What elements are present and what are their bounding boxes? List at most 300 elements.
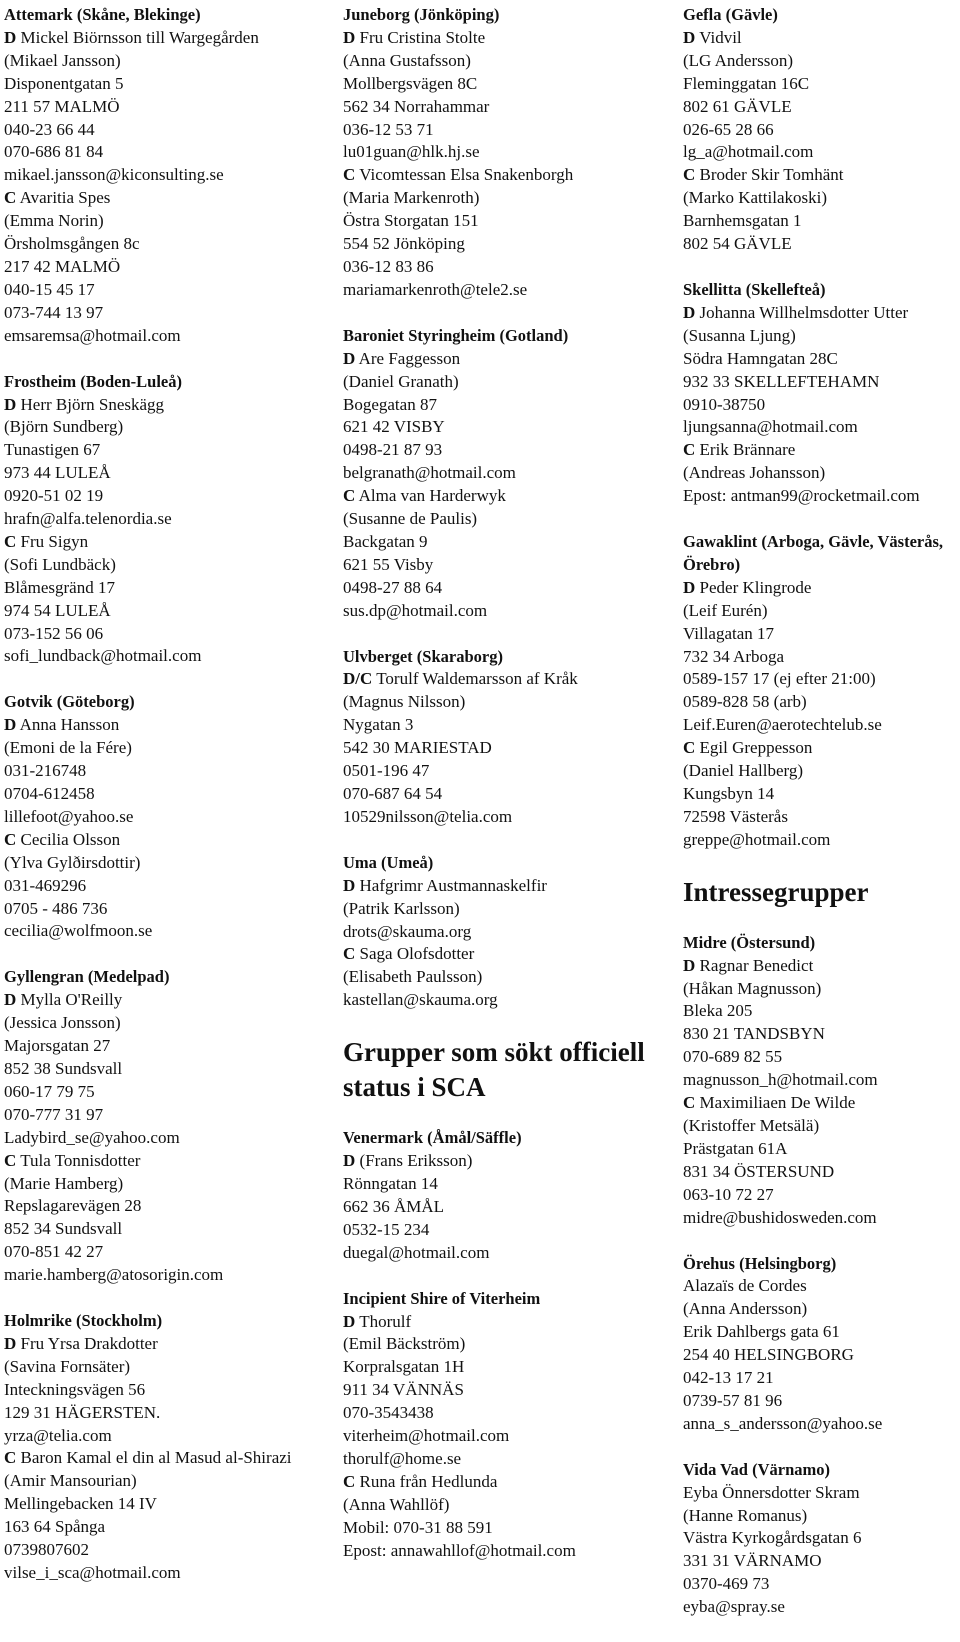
contact-line [343, 600, 663, 623]
contact-line [4, 554, 330, 577]
group-name: Gotvik (Göteborg) [4, 692, 135, 712]
role-label: C [343, 1471, 356, 1491]
role-label: C [683, 165, 696, 185]
group-name: Vida Vad (Värnamo) [683, 1459, 830, 1479]
line-text: anna_s_andersson@yahoo.se [683, 1413, 883, 1433]
contact-line [4, 1058, 330, 1081]
line-text: 031-216748 [4, 761, 87, 781]
contact-line [343, 783, 663, 806]
contact-line [683, 1161, 960, 1184]
contact-line [683, 668, 960, 691]
line-text: Epost: annawahllof@hotmail.com [343, 1540, 576, 1560]
contact-line [683, 1069, 960, 1092]
officer-line [4, 27, 330, 50]
line-text: (Håkan Magnusson) [683, 978, 822, 998]
group-name: Gefla (Gävle) [683, 5, 778, 24]
contact-line [683, 978, 960, 1001]
contact-line [343, 416, 663, 439]
group-name: Baroniet Styringheim (Gotland) [343, 325, 569, 345]
contact-line [343, 1379, 663, 1402]
line-text: (Savina Fornsäter) [4, 1356, 131, 1376]
line-text: Ragnar Benedict [699, 955, 814, 975]
contact-line [4, 1402, 330, 1425]
contact-line [683, 1298, 960, 1321]
officer-line [343, 485, 663, 508]
contact-line [343, 1540, 663, 1563]
contact-line [343, 1448, 663, 1471]
line-text: duegal@hotmail.com [343, 1242, 490, 1262]
line-text: (Anna Wahllöf) [343, 1494, 450, 1514]
contact-line [4, 164, 330, 187]
line-text: (Patrik Karlsson) [343, 898, 460, 918]
line-text: lillefoot@yahoo.se [4, 806, 134, 826]
line-text: Tunastigen 67 [4, 440, 101, 460]
contact-line [683, 783, 960, 806]
group-name: Gawaklint (Arboga, Gävle, Västerås, Örebro) [683, 532, 944, 574]
officer-line [343, 1471, 663, 1494]
line-text: thorulf@home.se [343, 1448, 462, 1468]
column-2 [343, 4, 663, 1585]
contact-line [343, 577, 663, 600]
officer-line [4, 531, 330, 554]
role-label: D [4, 27, 17, 47]
line-text: (Anna Gustafsson) [343, 50, 471, 70]
contact-line [683, 210, 960, 233]
group-entry-gyllengran-medelpad [4, 966, 330, 1287]
role-label: C [4, 531, 17, 551]
line-text: 040-15 45 17 [4, 279, 95, 299]
role-label: C [4, 188, 17, 208]
line-text: 0589-157 17 (ej efter 21:00) [683, 669, 876, 689]
line-text: 662 36 ÅMÅL [343, 1196, 445, 1216]
line-text: 031-469296 [4, 875, 87, 895]
contact-line [4, 1516, 330, 1539]
line-text: 554 52 Jönköping [343, 234, 465, 254]
line-text: Erik Dahlbergs gata 61 [683, 1322, 840, 1342]
contact-line [343, 898, 663, 921]
contact-line [683, 371, 960, 394]
contact-line [4, 1539, 330, 1562]
line-text: 026-65 28 66 [683, 119, 774, 139]
officer-line [683, 737, 960, 760]
contact-line [343, 96, 663, 119]
contact-line [4, 233, 330, 256]
officer-line [343, 27, 663, 50]
contact-line [4, 1356, 330, 1379]
group-name: Holmrike (Stockholm) [4, 1311, 163, 1331]
line-text: 070-686 81 84 [4, 142, 104, 162]
line-text: 932 33 SKELLEFTEHAMN [683, 371, 880, 391]
officer-line [343, 1311, 663, 1334]
officer-line [4, 989, 330, 1012]
contact-line [4, 1470, 330, 1493]
line-text: Villagatan 17 [683, 623, 775, 643]
line-text: (Ylva Gylðirsdottir) [4, 852, 141, 872]
line-text: 0739-57 81 96 [683, 1390, 783, 1410]
line-text: lu01guan@hlk.hj.se [343, 142, 480, 162]
role-label: C [4, 829, 17, 849]
contact-line [343, 1402, 663, 1425]
contact-line [683, 1505, 960, 1528]
group-entry-gotvik-goteborg [4, 691, 330, 943]
line-text: (Elisabeth Paulsson) [343, 967, 483, 987]
contact-line [343, 737, 663, 760]
group-entry-skellitta-skelleftea [683, 279, 960, 508]
line-text: 070-689 82 55 [683, 1047, 783, 1067]
contact-line [683, 73, 960, 96]
contact-line [683, 623, 960, 646]
contact-line [683, 50, 960, 73]
contact-line [4, 920, 330, 943]
contact-line [343, 119, 663, 142]
officer-line [4, 187, 330, 210]
contact-line [4, 485, 330, 508]
line-text: Peder Klingrode [699, 577, 812, 597]
contact-line [4, 279, 330, 302]
line-text: 802 61 GÄVLE [683, 96, 792, 116]
line-text: yrza@telia.com [4, 1425, 112, 1445]
group-entry-holmrike-stockholm [4, 1310, 330, 1585]
contact-line [4, 1379, 330, 1402]
line-text: 070-687 64 54 [343, 784, 443, 803]
contact-line [683, 1344, 960, 1367]
contact-line [343, 1425, 663, 1448]
role-label: C [4, 1150, 17, 1170]
contact-line [683, 325, 960, 348]
officer-line [683, 439, 960, 462]
contact-line [683, 1207, 960, 1230]
line-text: Bleka 205 [683, 1001, 753, 1021]
line-text: Maximiliaen De Wilde [699, 1093, 856, 1113]
group-name: Attemark (Skåne, Blekinge) [4, 5, 201, 24]
line-text: 070-3543438 [343, 1403, 434, 1423]
group-name: Uma (Umeå) [343, 852, 434, 872]
officer-line [4, 1447, 330, 1470]
contact-line [4, 1241, 330, 1264]
line-text: (Amir Mansourian) [4, 1471, 137, 1491]
line-text: (Emma Norin) [4, 211, 104, 231]
officer-line [683, 27, 960, 50]
line-text: Barnhemsgatan 1 [683, 211, 802, 231]
contact-line [343, 1173, 663, 1196]
contact-line [343, 966, 663, 989]
group-name: Incipient Shire of Viterheim [343, 1288, 541, 1308]
group-entry-juneborg-jonkoping [343, 4, 663, 302]
contact-line [683, 646, 960, 669]
officer-line [683, 955, 960, 978]
contact-line [4, 50, 330, 73]
contact-line [343, 508, 663, 531]
line-text: 911 34 VÄNNÄS [343, 1380, 464, 1400]
contact-line [343, 1242, 663, 1265]
role-label: D [4, 394, 17, 414]
contact-line [4, 600, 330, 623]
group-entry-frostheim-boden-lulea [4, 371, 330, 669]
contact-line [4, 1264, 330, 1287]
group-entry-gefla-gavle [683, 4, 960, 256]
line-text: belgranath@hotmail.com [343, 463, 516, 483]
line-text: 0704-612458 [4, 784, 95, 803]
line-text: Runa från Hedlunda [359, 1471, 498, 1491]
officer-line [343, 1150, 663, 1173]
contact-line [4, 737, 330, 760]
officer-line [343, 668, 663, 691]
contact-line [4, 783, 330, 806]
line-text: Östra Storgatan 151 [343, 211, 479, 231]
contact-line [683, 714, 960, 737]
group-entry-orehus-helsingborg [683, 1253, 960, 1436]
line-text: (Björn Sundberg) [4, 417, 124, 437]
line-text: 621 42 VISBY [343, 417, 445, 437]
line-text: (Frans Eriksson) [359, 1151, 473, 1171]
line-text: Mollbergsvägen 8C [343, 73, 478, 93]
officer-line [683, 302, 960, 325]
officer-line [4, 1333, 330, 1356]
line-text: 073-152 56 06 [4, 623, 104, 643]
line-text: eyba@spray.se [683, 1597, 785, 1617]
line-text: Torulf Waldemarsson af Kråk [376, 669, 578, 689]
group-name: Gyllengran (Medelpad) [4, 967, 170, 987]
contact-line [4, 325, 330, 348]
officer-line [343, 348, 663, 371]
role-label: D [4, 1333, 17, 1353]
line-text: 0370-469 73 [683, 1574, 770, 1594]
contact-line [4, 96, 330, 119]
contact-line [343, 256, 663, 279]
line-text: 0705 - 486 736 [4, 898, 108, 918]
contact-line [4, 898, 330, 921]
contact-line [4, 1195, 330, 1218]
line-text: (Marie Hamberg) [4, 1173, 124, 1193]
officer-line [4, 1150, 330, 1173]
contact-line [683, 96, 960, 119]
line-text: Rönngatan 14 [343, 1173, 438, 1193]
contact-line [4, 302, 330, 325]
line-text: Repslagarevägen 28 [4, 1196, 142, 1216]
contact-line [683, 416, 960, 439]
contact-line [343, 371, 663, 394]
line-text: 0910-38750 [683, 394, 766, 414]
contact-line [683, 760, 960, 783]
line-text: (LG Andersson) [683, 50, 794, 70]
role-label: D [4, 990, 17, 1010]
officer-line [4, 829, 330, 852]
contact-line [4, 210, 330, 233]
contact-line [4, 1081, 330, 1104]
line-text: Fleminggatan 16C [683, 73, 810, 93]
role-label: C [343, 486, 356, 506]
line-text: 852 34 Sundsvall [4, 1219, 123, 1239]
contact-line [343, 1219, 663, 1242]
line-text: 063-10 72 27 [683, 1184, 774, 1204]
group-name: Örehus (Helsingborg) [683, 1253, 837, 1273]
group-name: Midre (Östersund) [683, 932, 816, 952]
line-text: (Mikael Jansson) [4, 50, 121, 70]
contact-line [683, 1321, 960, 1344]
contact-line [343, 233, 663, 256]
role-label: D [343, 875, 356, 895]
line-text: Vicomtessan Elsa Snakenborgh [359, 165, 574, 185]
column-1 [4, 4, 330, 1608]
officer-line [343, 164, 663, 187]
line-text: 10529nilsson@telia.com [343, 806, 513, 826]
contact-line [343, 462, 663, 485]
group-name: Skellitta (Skellefteå) [683, 279, 826, 299]
contact-line [4, 623, 330, 646]
contact-line [4, 1104, 330, 1127]
contact-line [343, 73, 663, 96]
contact-line [343, 806, 663, 829]
contact-line [683, 1550, 960, 1573]
line-text: Johanna Willhelmsdotter Utter [699, 302, 909, 322]
line-text: Saga Olofsdotter [359, 944, 475, 964]
officer-line [683, 1092, 960, 1115]
contact-line [683, 1596, 960, 1619]
line-text: 852 38 Sundsvall [4, 1058, 123, 1078]
contact-line [683, 485, 960, 508]
contact-line [683, 1184, 960, 1207]
line-text: Egil Greppesson [699, 738, 813, 758]
line-text: Are Faggesson [358, 348, 461, 368]
line-text: Leif.Euren@aerotechtelub.se [683, 715, 882, 735]
contact-line [683, 829, 960, 852]
line-text: 0920-51 02 19 [4, 486, 104, 506]
contact-line [343, 279, 663, 302]
line-text: 831 34 ÖSTERSUND [683, 1161, 835, 1181]
line-text: 042-13 17 21 [683, 1368, 774, 1388]
line-text: 036-12 83 86 [343, 256, 434, 276]
contact-line [683, 1573, 960, 1596]
contact-line [343, 210, 663, 233]
role-label: D [343, 1311, 356, 1331]
contact-line [4, 508, 330, 531]
group-entry-ulvberget-skaraborg [343, 646, 663, 829]
contact-line [343, 691, 663, 714]
section-heading: Intressegrupper [683, 876, 869, 907]
group-name: Juneborg (Jönköping) [343, 5, 500, 24]
line-text: (Kristoffer Metsälä) [683, 1115, 820, 1135]
line-text: 217 42 MALMÖ [4, 256, 121, 276]
contact-line [683, 141, 960, 164]
line-text: lg_a@hotmail.com [683, 142, 814, 162]
line-text: 542 30 MARIESTAD [343, 738, 492, 758]
line-text: Thorulf [359, 1311, 412, 1331]
line-text: 973 44 LULEÅ [4, 463, 111, 483]
line-text: cecilia@wolfmoon.se [4, 921, 153, 941]
contact-line [343, 531, 663, 554]
contact-line [4, 645, 330, 668]
line-text: Backgatan 9 [343, 531, 428, 551]
line-text: Herr Björn Sneskägg [20, 394, 165, 414]
line-text: 0498-27 88 64 [343, 577, 443, 597]
line-text: 0589-828 58 (arb) [683, 692, 807, 712]
line-text: 0532-15 234 [343, 1219, 430, 1239]
officer-line [683, 577, 960, 600]
role-label: D/C [343, 669, 373, 689]
line-text: viterheim@hotmail.com [343, 1426, 510, 1446]
line-text: (Marko Kattilakoski) [683, 188, 827, 208]
contact-line [343, 714, 663, 737]
line-text: Blåmesgränd 17 [4, 577, 115, 597]
line-text: 562 34 Norrahammar [343, 96, 490, 116]
group-name: Ulvberget (Skaraborg) [343, 646, 503, 666]
line-text: 070-851 42 27 [4, 1242, 104, 1262]
line-text: Avaritia Spes [19, 188, 111, 208]
contact-line [343, 1356, 663, 1379]
contact-line [343, 50, 663, 73]
line-text: vilse_i_sca@hotmail.com [4, 1563, 181, 1582]
line-text: Baron Kamal el din al Masud al-Shirazi [20, 1448, 292, 1468]
officer-line [343, 875, 663, 898]
contact-line [683, 348, 960, 371]
line-text: Alazaïs de Cordes [683, 1276, 807, 1296]
role-label: C [683, 738, 696, 758]
line-text: Disponentgatan 5 [4, 73, 124, 93]
line-text: (Emil Bäckström) [343, 1334, 466, 1354]
line-text: Fru Yrsa Drakdotter [20, 1333, 158, 1353]
officer-line [4, 714, 330, 737]
line-text: Västra Kyrkogårdsgatan 6 [683, 1528, 862, 1548]
line-text: Alma van Harderwyk [358, 486, 506, 506]
line-text: kastellan@skauma.org [343, 990, 498, 1010]
line-text: Anna Hansson [19, 715, 120, 735]
contact-line [343, 1333, 663, 1356]
column-3 [683, 4, 960, 1642]
contact-line [683, 187, 960, 210]
contact-line [4, 577, 330, 600]
line-text: drots@skauma.org [343, 921, 472, 941]
line-text: sus.dp@hotmail.com [343, 600, 488, 620]
role-label: D [683, 27, 696, 47]
group-entry-venermark-amal-saffle [343, 1127, 663, 1264]
group-name: Frostheim (Boden-Luleå) [4, 371, 182, 391]
line-text: Mellingebacken 14 IV [4, 1494, 157, 1514]
contact-line [4, 875, 330, 898]
contact-line [683, 1390, 960, 1413]
role-label: D [683, 302, 696, 322]
role-label: D [4, 715, 17, 735]
line-text: Hafgrimr Austmannaskelfir [359, 875, 547, 895]
contact-line [343, 1517, 663, 1540]
line-text: 040-23 66 44 [4, 119, 95, 139]
line-text: 211 57 MALMÖ [4, 96, 120, 116]
group-entry-attemark-skane-blekinge [4, 4, 330, 348]
contact-line [4, 1562, 330, 1585]
role-label: D [343, 1151, 356, 1171]
group-entry-midre-ostersund [683, 932, 960, 1230]
line-text: (Jessica Jonsson) [4, 1013, 121, 1033]
line-text: Kungsbyn 14 [683, 784, 775, 803]
line-text: mikael.jansson@kiconsulting.se [4, 165, 224, 185]
contact-line [343, 439, 663, 462]
section-heading: Grupper som sökt officiell status i SCA [343, 1037, 645, 1103]
line-text: magnusson_h@hotmail.com [683, 1070, 878, 1090]
contact-line [683, 1527, 960, 1550]
contact-line [4, 1035, 330, 1058]
contact-line [4, 119, 330, 142]
line-text: Cecilia Olsson [20, 829, 121, 849]
group-entry-gawaklint-arboga-gavle-vasteras-orebro [683, 531, 960, 852]
contact-line [683, 806, 960, 829]
line-text: 0739807602 [4, 1540, 89, 1560]
line-text: Korpralsgatan 1H [343, 1357, 465, 1377]
role-label: C [683, 1093, 696, 1113]
line-text: 036-12 53 71 [343, 119, 434, 139]
contact-line [4, 462, 330, 485]
role-label: C [343, 944, 356, 964]
line-text: 331 31 VÄRNAMO [683, 1551, 822, 1571]
line-text: Örsholmsgången 8c [4, 234, 140, 254]
